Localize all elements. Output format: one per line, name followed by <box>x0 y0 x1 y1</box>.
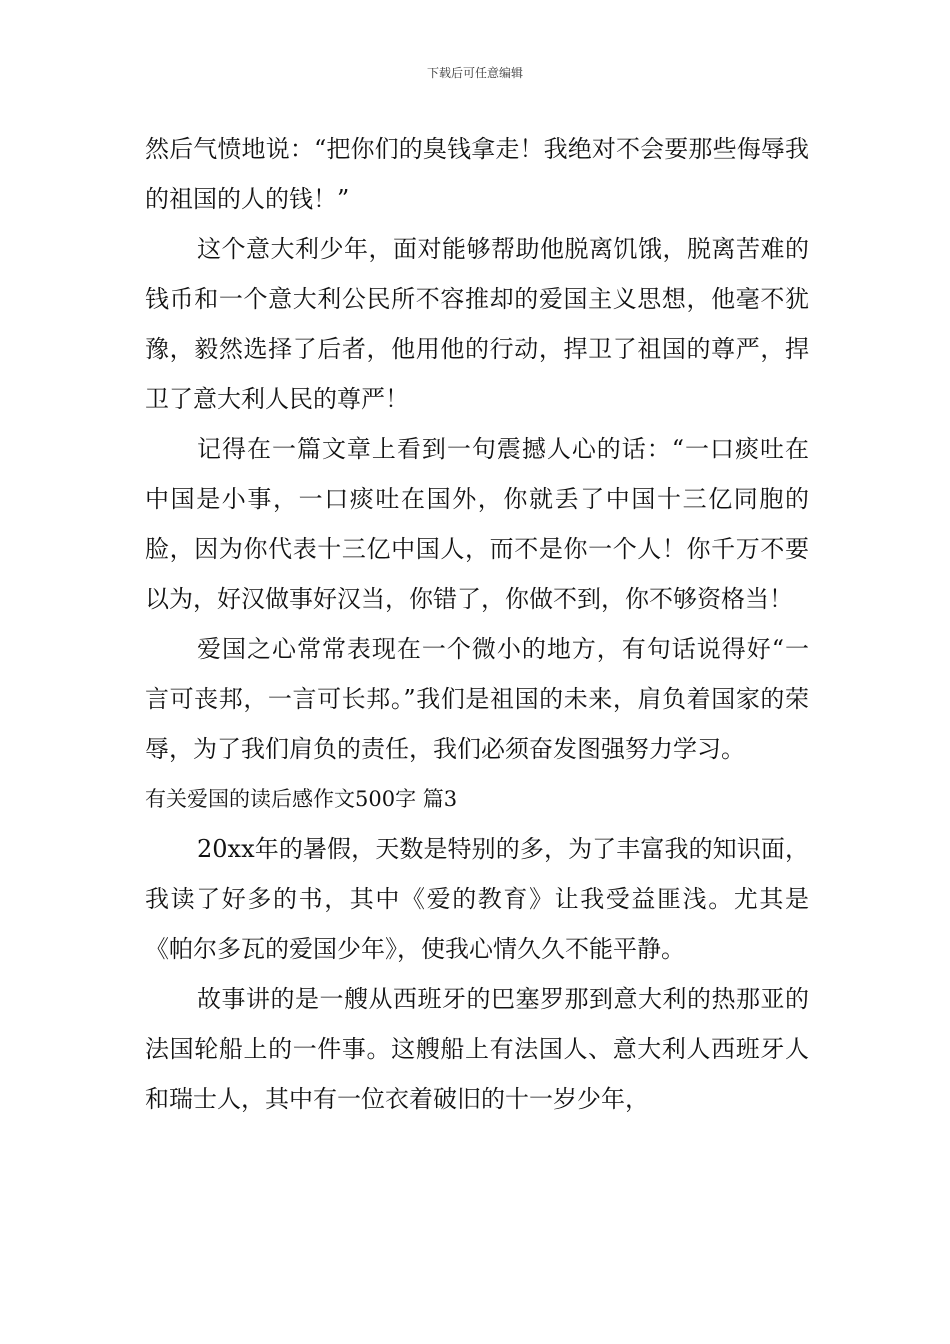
paragraph-1: 然后气愤地说：“把你们的臭钱拿走！我绝对不会要那些侮辱我的祖国的人的钱！” <box>145 135 809 213</box>
section-heading: 有关爱国的读后感作文500字 篇3 <box>145 787 458 811</box>
paragraph-2: 这个意大利少年，面对能够帮助他脱离饥饿，脱离苦难的钱币和一个意大利公民所不容推却的爱国主义思想，他毫不犹豫，毅然选择了后者，他用他的行动，捍卫了祖国的尊严，捍卫了意大利人民的尊严！ <box>145 235 809 413</box>
page-header: 下载后可任意编辑 <box>426 66 523 80</box>
paragraph-5: 20xx年的暑假，天数是特别的多，为了丰富我的知识面，我读了好多的书，其中《爱的教育》让我受益匪浅。尤其是《帕尔多瓦的爱国少年》，使我心情久久不能平静。 <box>145 835 809 963</box>
document-body <box>145 124 809 1124</box>
paragraph-4: 爱国之心常常表现在一个微小的地方，有句话说得好“一言可丧邦，一言可长邦。”我们是祖国的未来，肩负着国家的荣辱，为了我们肩负的责任，我们必须奋发图强努力学习。 <box>145 635 809 763</box>
paragraph-6: 故事讲的是一艘从西班牙的巴塞罗那到意大利的热那亚的法国轮船上的一件事。这艘船上有法国人、意大利人西班牙人和瑞士人，其中有一位衣着破旧的十一岁少年， <box>145 985 809 1113</box>
paragraph-3: 记得在一篇文章上看到一句震撼人心的话：“一口痰吐在中国是小事，一口痰吐在国外，你就丢了中国十三亿同胞的脸，因为你代表十三亿中国人，而不是你一个人！你千万不要以为，好汉做事好汉当，你错了，你做不到，你不够资格当！ <box>145 435 809 613</box>
